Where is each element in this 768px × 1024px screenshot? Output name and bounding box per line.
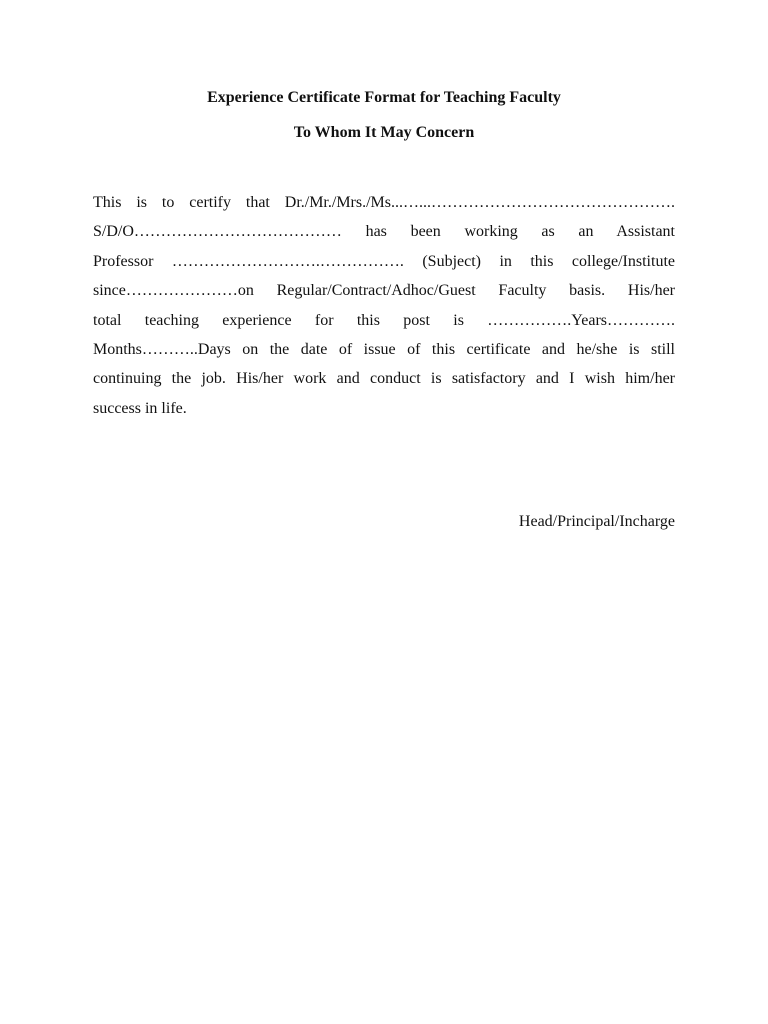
body-line: continuing the job. His/her work and conduct is satisfactory and I wish him/her — [93, 370, 675, 388]
certificate-body — [93, 188, 675, 423]
body-line: Months………..Days on the date of issue of this certificate and he/she is still — [93, 341, 675, 359]
body-line: This is to certify that Dr./Mr./Mrs./Ms...…...………………………………………. — [93, 194, 675, 211]
body-line: since…………………on Regular/Contract/Adhoc/Guest Faculty basis. His/her — [93, 282, 675, 300]
body-line: Professor ……………………….……………. (Subject) in this college/Institute — [93, 252, 675, 270]
body-line: success in life. — [93, 399, 187, 417]
document-title: Experience Certificate Format for Teaching Faculty — [207, 89, 561, 106]
document-subtitle: To Whom It May Concern — [293, 124, 475, 141]
body-line: total teaching experience for this post is …………….Years…………. — [93, 311, 675, 329]
body-line: S/D/O………………………………… has been working as an Assistant — [93, 223, 675, 241]
signature-line: Head/Principal/Incharge — [518, 513, 675, 530]
